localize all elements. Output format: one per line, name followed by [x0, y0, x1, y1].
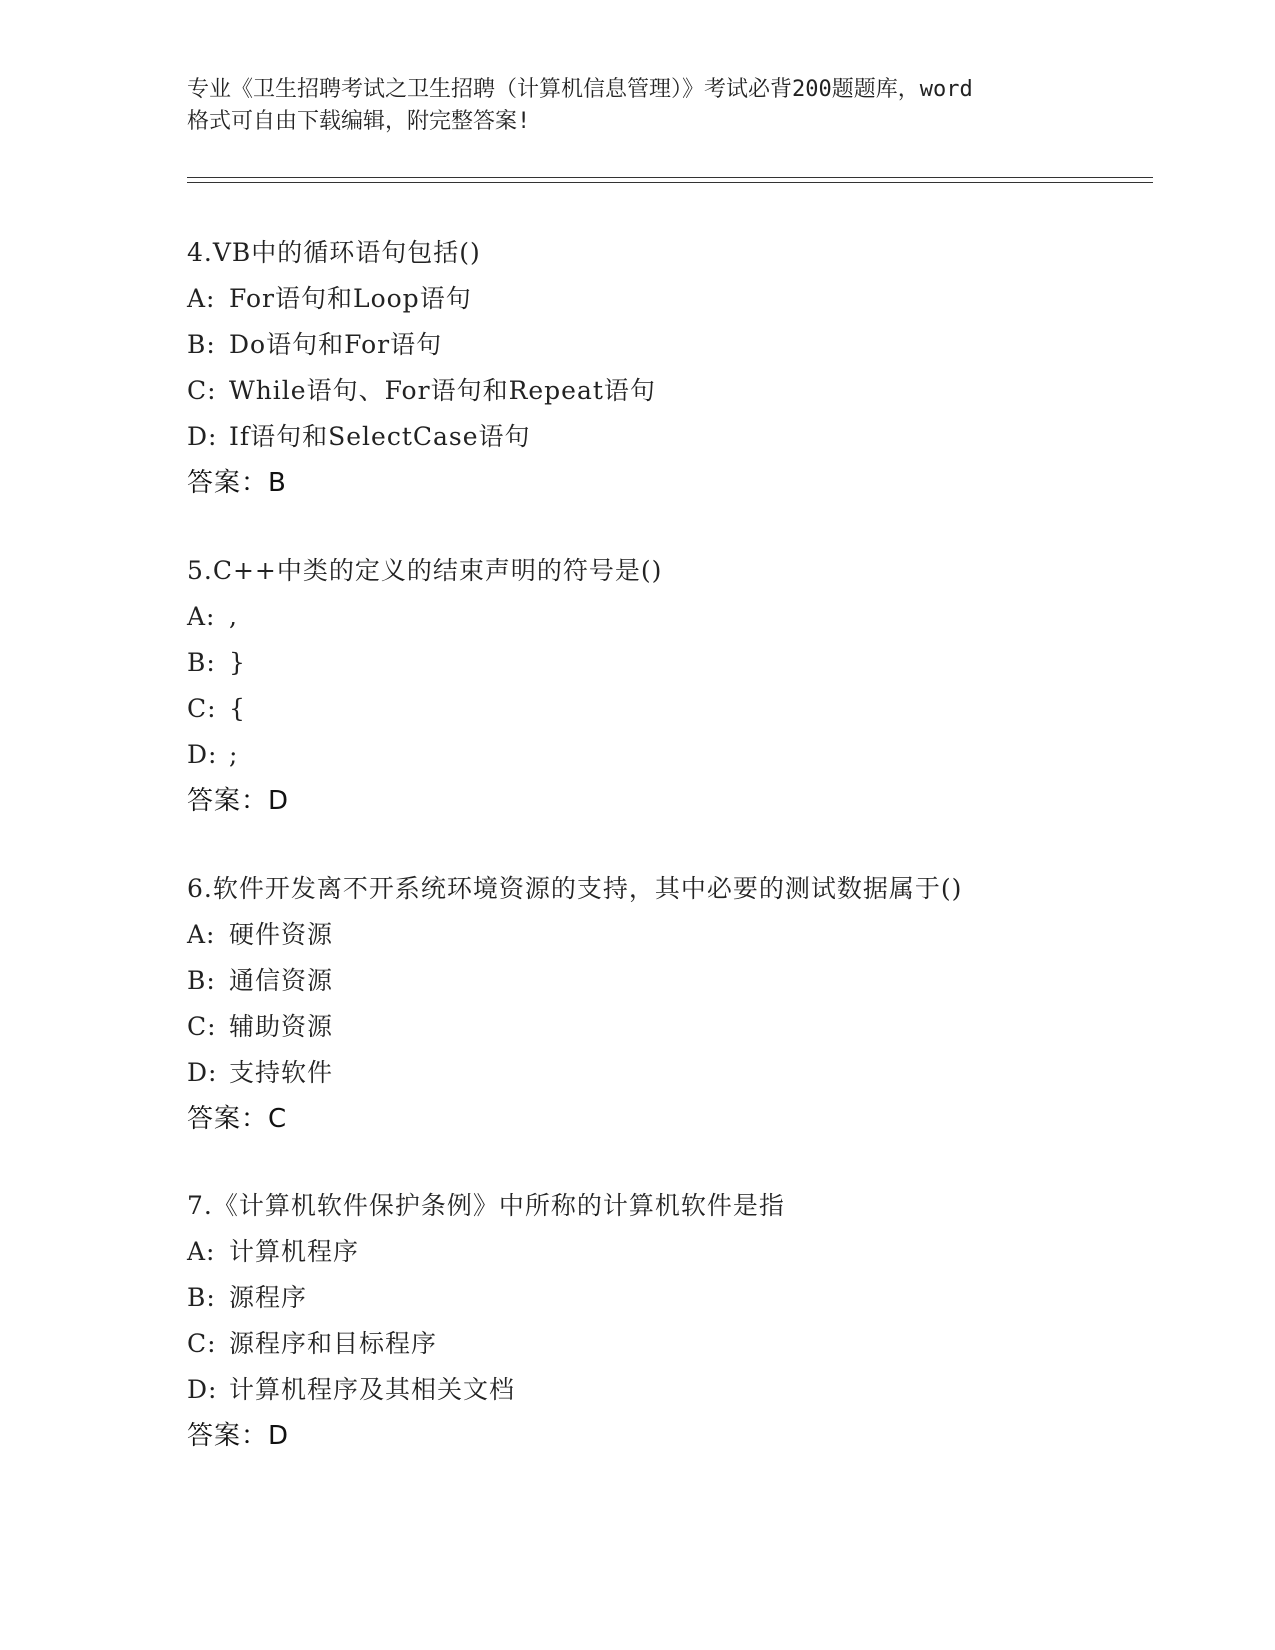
option-a	[187, 594, 1187, 640]
option-key: B:	[187, 1283, 216, 1312]
option-c	[187, 368, 1187, 414]
option-key: A:	[187, 602, 216, 631]
option-d	[187, 1367, 1187, 1413]
option-text: For语句和Loop语句	[229, 284, 472, 313]
answer-line: 答案：D	[187, 1421, 290, 1451]
header-divider-bottom	[187, 182, 1153, 183]
option-key: C:	[187, 1012, 217, 1041]
option-a	[187, 912, 1187, 958]
option-text: Do语句和For语句	[229, 330, 443, 359]
option-key: C:	[187, 376, 217, 405]
question-block	[187, 230, 1187, 506]
document-header	[187, 74, 1087, 138]
question-title: 5.C++中类的定义的结束声明的符号是()	[187, 556, 663, 585]
option-key: B:	[187, 648, 216, 677]
option-text: {	[229, 694, 246, 723]
option-text: If语句和SelectCase语句	[229, 422, 531, 451]
question-block	[187, 866, 1187, 1142]
option-c	[187, 1004, 1187, 1050]
option-key: C:	[187, 1329, 217, 1358]
option-key: B:	[187, 966, 216, 995]
option-key: D:	[187, 740, 218, 769]
option-b	[187, 1275, 1187, 1321]
option-d	[187, 1050, 1187, 1096]
option-text: 支持软件	[229, 1058, 334, 1087]
option-text: While语句、For语句和Repeat语句	[229, 376, 656, 405]
option-key: D:	[187, 1375, 218, 1404]
option-text: ,	[229, 602, 238, 631]
option-text: 通信资源	[229, 966, 334, 995]
option-d	[187, 732, 1187, 778]
header-line-2: 格式可自由下载编辑，附完整答案!	[187, 109, 531, 134]
option-text: 源程序和目标程序	[229, 1329, 438, 1358]
option-key: A:	[187, 920, 216, 949]
option-d	[187, 414, 1187, 460]
option-text: 计算机程序及其相关文档	[229, 1375, 516, 1404]
question-title: 6.软件开发离不开系统环境资源的支持，其中必要的测试数据属于()	[187, 874, 963, 903]
option-key: D:	[187, 422, 218, 451]
option-b	[187, 322, 1187, 368]
option-b	[187, 640, 1187, 686]
option-text: 源程序	[229, 1283, 308, 1312]
option-key: A:	[187, 1237, 216, 1266]
option-a	[187, 276, 1187, 322]
answer-line: 答案：B	[187, 468, 287, 498]
option-key: C:	[187, 694, 217, 723]
option-text: ;	[229, 740, 239, 769]
option-key: A:	[187, 284, 216, 313]
option-text: 辅助资源	[229, 1012, 334, 1041]
option-key: B:	[187, 330, 216, 359]
option-a	[187, 1229, 1187, 1275]
option-b	[187, 958, 1187, 1004]
header-line-1: 专业《卫生招聘考试之卫生招聘（计算机信息管理）》考试必背200题题库，word	[187, 77, 973, 102]
question-block	[187, 1183, 1187, 1459]
option-c	[187, 686, 1187, 732]
option-key: D:	[187, 1058, 218, 1087]
question-title: 4.VB中的循环语句包括()	[187, 238, 481, 267]
answer-line: 答案：D	[187, 786, 290, 816]
option-text: 硬件资源	[229, 920, 334, 949]
answer-line: 答案：C	[187, 1104, 288, 1134]
option-c	[187, 1321, 1187, 1367]
header-divider-top	[187, 177, 1153, 178]
question-title: 7.《计算机软件保护条例》中所称的计算机软件是指	[187, 1191, 785, 1220]
option-text: 计算机程序	[229, 1237, 360, 1266]
question-block	[187, 548, 1187, 824]
option-text: }	[229, 648, 246, 677]
